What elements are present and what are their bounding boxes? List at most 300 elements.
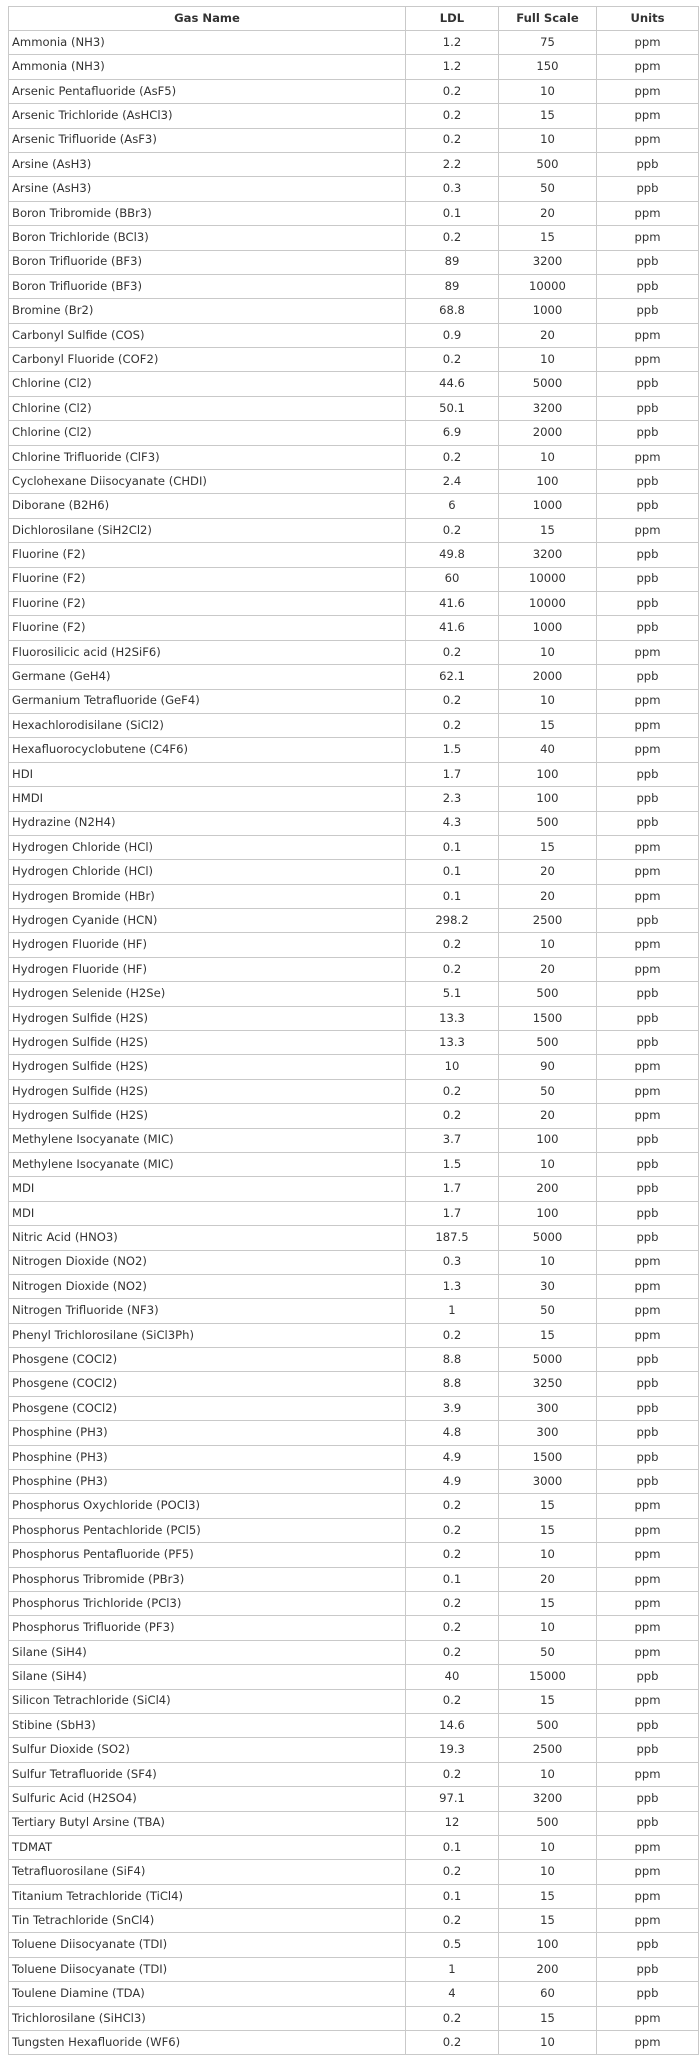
table-row [9, 1006, 699, 1030]
cell-units: ppm [597, 31, 699, 55]
cell-gas-name: Phosphorus Tribromide (PBr3) [9, 1567, 406, 1591]
cell-ldl: 14.6 [406, 1713, 499, 1737]
header-row [9, 7, 699, 31]
cell-units: ppm [597, 835, 699, 859]
cell-units: ppb [597, 591, 699, 615]
cell-units: ppb [597, 1445, 699, 1469]
cell-gas-name: Fluorosilicic acid (H2SiF6) [9, 640, 406, 664]
table-row [9, 1762, 699, 1786]
cell-units: ppb [597, 396, 699, 420]
cell-gas-name: Carbonyl Sulfide (COS) [9, 323, 406, 347]
table-row [9, 250, 699, 274]
table-row [9, 2031, 699, 2055]
cell-units: ppb [597, 1348, 699, 1372]
table-row [9, 933, 699, 957]
cell-full-scale: 10 [499, 1860, 597, 1884]
cell-units: ppb [597, 1982, 699, 2006]
table-row [9, 835, 699, 859]
table-row [9, 470, 699, 494]
cell-ldl: 0.3 [406, 177, 499, 201]
table-row [9, 31, 699, 55]
cell-ldl: 41.6 [406, 591, 499, 615]
cell-gas-name: Boron Trifluoride (BF3) [9, 274, 406, 298]
table-row [9, 1323, 699, 1347]
cell-ldl: 4.3 [406, 811, 499, 835]
cell-gas-name: Nitrogen Trifluoride (NF3) [9, 1299, 406, 1323]
cell-gas-name: Arsine (AsH3) [9, 177, 406, 201]
cell-ldl: 0.2 [406, 226, 499, 250]
table-row [9, 323, 699, 347]
cell-full-scale: 10 [499, 640, 597, 664]
cell-units: ppm [597, 518, 699, 542]
cell-units: ppb [597, 1421, 699, 1445]
table-row [9, 567, 699, 591]
cell-units: ppm [597, 323, 699, 347]
table-row [9, 1104, 699, 1128]
cell-full-scale: 2500 [499, 909, 597, 933]
cell-gas-name: Hexachlorodisilane (SiCl2) [9, 713, 406, 737]
cell-gas-name: Phosphorus Pentachloride (PCl5) [9, 1518, 406, 1542]
cell-ldl: 4.9 [406, 1445, 499, 1469]
cell-ldl: 4.8 [406, 1421, 499, 1445]
cell-full-scale: 10 [499, 933, 597, 957]
cell-units: ppb [597, 1031, 699, 1055]
cell-gas-name: TDMAT [9, 1835, 406, 1859]
cell-full-scale: 200 [499, 1957, 597, 1981]
cell-ldl: 0.2 [406, 1518, 499, 1542]
cell-ldl: 0.2 [406, 2006, 499, 2030]
cell-full-scale: 15 [499, 1323, 597, 1347]
cell-full-scale: 100 [499, 1201, 597, 1225]
cell-ldl: 1.7 [406, 762, 499, 786]
table-row [9, 1470, 699, 1494]
cell-units: ppm [597, 884, 699, 908]
cell-units: ppm [597, 957, 699, 981]
cell-units: ppm [597, 713, 699, 737]
cell-gas-name: Arsine (AsH3) [9, 152, 406, 176]
table-row [9, 299, 699, 323]
cell-units: ppb [597, 152, 699, 176]
cell-gas-name: Chlorine (Cl2) [9, 372, 406, 396]
cell-units: ppm [597, 1567, 699, 1591]
table-row [9, 1274, 699, 1298]
cell-ldl: 0.2 [406, 104, 499, 128]
cell-full-scale: 1000 [499, 616, 597, 640]
cell-units: ppb [597, 762, 699, 786]
cell-units: ppm [597, 1640, 699, 1664]
cell-gas-name: MDI [9, 1177, 406, 1201]
table-row [9, 1933, 699, 1957]
cell-units: ppb [597, 1006, 699, 1030]
table-row [9, 177, 699, 201]
cell-full-scale: 50 [499, 1640, 597, 1664]
cell-gas-name: Methylene Isocyanate (MIC) [9, 1152, 406, 1176]
cell-units: ppb [597, 1665, 699, 1689]
cell-gas-name: Carbonyl Fluoride (COF2) [9, 348, 406, 372]
cell-full-scale: 10 [499, 348, 597, 372]
table-row [9, 762, 699, 786]
cell-ldl: 0.2 [406, 713, 499, 737]
table-row [9, 957, 699, 981]
cell-full-scale: 20 [499, 1567, 597, 1591]
cell-units: ppm [597, 1055, 699, 1079]
cell-units: ppm [597, 1518, 699, 1542]
cell-ldl: 97.1 [406, 1787, 499, 1811]
cell-units: ppm [597, 1592, 699, 1616]
table-row [9, 1860, 699, 1884]
cell-full-scale: 15 [499, 1884, 597, 1908]
cell-full-scale: 300 [499, 1421, 597, 1445]
table-row [9, 884, 699, 908]
table-row [9, 1494, 699, 1518]
cell-full-scale: 15 [499, 2006, 597, 2030]
cell-ldl: 0.2 [406, 933, 499, 957]
cell-full-scale: 15 [499, 104, 597, 128]
cell-ldl: 2.2 [406, 152, 499, 176]
cell-units: ppb [597, 1226, 699, 1250]
cell-gas-name: Toluene Diisocyanate (TDI) [9, 1957, 406, 1981]
cell-gas-name: HMDI [9, 787, 406, 811]
cell-full-scale: 15 [499, 226, 597, 250]
cell-full-scale: 50 [499, 1299, 597, 1323]
cell-ldl: 41.6 [406, 616, 499, 640]
cell-ldl: 4 [406, 1982, 499, 2006]
cell-units: ppm [597, 933, 699, 957]
cell-units: ppm [597, 1835, 699, 1859]
cell-full-scale: 10000 [499, 274, 597, 298]
cell-ldl: 3.7 [406, 1128, 499, 1152]
table-row [9, 274, 699, 298]
table-row [9, 738, 699, 762]
cell-gas-name: Chlorine Trifluoride (ClF3) [9, 445, 406, 469]
cell-full-scale: 15 [499, 1592, 597, 1616]
header-full-scale: Full Scale [499, 7, 597, 31]
cell-units: ppm [597, 1689, 699, 1713]
cell-gas-name: Tetrafluorosilane (SiF4) [9, 1860, 406, 1884]
cell-full-scale: 3000 [499, 1470, 597, 1494]
table-header [9, 7, 699, 31]
cell-full-scale: 20 [499, 323, 597, 347]
cell-units: ppb [597, 1152, 699, 1176]
table-row [9, 1421, 699, 1445]
cell-gas-name: Toluene Diisocyanate (TDI) [9, 1933, 406, 1957]
cell-gas-name: Hydrogen Chloride (HCl) [9, 835, 406, 859]
cell-full-scale: 200 [499, 1177, 597, 1201]
cell-full-scale: 10 [499, 1835, 597, 1859]
cell-full-scale: 40 [499, 738, 597, 762]
cell-full-scale: 5000 [499, 1348, 597, 1372]
table-row [9, 226, 699, 250]
cell-ldl: 0.2 [406, 1860, 499, 1884]
cell-full-scale: 20 [499, 884, 597, 908]
cell-gas-name: Germanium Tetrafluoride (GeF4) [9, 689, 406, 713]
cell-units: ppb [597, 982, 699, 1006]
cell-full-scale: 500 [499, 982, 597, 1006]
cell-units: ppb [597, 1470, 699, 1494]
cell-ldl: 0.2 [406, 1104, 499, 1128]
table-row [9, 396, 699, 420]
cell-gas-name: Hydrogen Bromide (HBr) [9, 884, 406, 908]
table-row [9, 591, 699, 615]
table-row [9, 860, 699, 884]
cell-units: ppb [597, 616, 699, 640]
cell-full-scale: 3200 [499, 543, 597, 567]
table-row [9, 421, 699, 445]
cell-full-scale: 100 [499, 1933, 597, 1957]
cell-ldl: 4.9 [406, 1470, 499, 1494]
table-row [9, 372, 699, 396]
cell-ldl: 40 [406, 1665, 499, 1689]
cell-gas-name: Arsenic Trichloride (AsHCl3) [9, 104, 406, 128]
cell-full-scale: 1000 [499, 299, 597, 323]
cell-gas-name: Hydrogen Chloride (HCl) [9, 860, 406, 884]
table-row [9, 128, 699, 152]
cell-ldl: 1.3 [406, 1274, 499, 1298]
cell-ldl: 0.2 [406, 1079, 499, 1103]
cell-gas-name: Phosphorus Trichloride (PCl3) [9, 1592, 406, 1616]
cell-units: ppm [597, 860, 699, 884]
cell-full-scale: 10 [499, 445, 597, 469]
cell-units: ppm [597, 1616, 699, 1640]
cell-gas-name: Bromine (Br2) [9, 299, 406, 323]
cell-ldl: 0.1 [406, 884, 499, 908]
cell-full-scale: 10000 [499, 591, 597, 615]
cell-units: ppb [597, 1177, 699, 1201]
cell-full-scale: 60 [499, 1982, 597, 2006]
table-row [9, 1079, 699, 1103]
cell-ldl: 1.2 [406, 31, 499, 55]
cell-full-scale: 10 [499, 1543, 597, 1567]
table-row [9, 982, 699, 1006]
cell-full-scale: 1500 [499, 1006, 597, 1030]
table-row [9, 55, 699, 79]
cell-full-scale: 2500 [499, 1738, 597, 1762]
table-row [9, 1445, 699, 1469]
cell-gas-name: MDI [9, 1201, 406, 1225]
cell-gas-name: Hydrazine (N2H4) [9, 811, 406, 835]
cell-units: ppm [597, 738, 699, 762]
cell-ldl: 1.5 [406, 738, 499, 762]
table-row [9, 494, 699, 518]
cell-gas-name: Boron Trifluoride (BF3) [9, 250, 406, 274]
cell-full-scale: 10000 [499, 567, 597, 591]
cell-gas-name: Hydrogen Selenide (H2Se) [9, 982, 406, 1006]
cell-units: ppm [597, 226, 699, 250]
cell-ldl: 13.3 [406, 1006, 499, 1030]
cell-units: ppb [597, 543, 699, 567]
cell-gas-name: Phosphine (PH3) [9, 1421, 406, 1445]
cell-full-scale: 15 [499, 713, 597, 737]
cell-units: ppb [597, 470, 699, 494]
cell-ldl: 68.8 [406, 299, 499, 323]
cell-ldl: 2.3 [406, 787, 499, 811]
cell-ldl: 2.4 [406, 470, 499, 494]
cell-gas-name: Sulfur Dioxide (SO2) [9, 1738, 406, 1762]
cell-gas-name: Trichlorosilane (SiHCl3) [9, 2006, 406, 2030]
cell-gas-name: Toulene Diamine (TDA) [9, 1982, 406, 2006]
cell-units: ppb [597, 299, 699, 323]
cell-gas-name: Phosgene (COCl2) [9, 1372, 406, 1396]
cell-ldl: 0.5 [406, 1933, 499, 1957]
cell-ldl: 5.1 [406, 982, 499, 1006]
cell-units: ppm [597, 1079, 699, 1103]
cell-ldl: 1.7 [406, 1177, 499, 1201]
cell-ldl: 0.2 [406, 1616, 499, 1640]
cell-ldl: 13.3 [406, 1031, 499, 1055]
cell-ldl: 0.1 [406, 860, 499, 884]
cell-units: ppm [597, 1104, 699, 1128]
cell-gas-name: Silane (SiH4) [9, 1640, 406, 1664]
cell-units: ppb [597, 1372, 699, 1396]
table-row [9, 1738, 699, 1762]
cell-full-scale: 5000 [499, 372, 597, 396]
table-body [9, 31, 699, 2055]
table-row [9, 518, 699, 542]
cell-gas-name: Hydrogen Sulfide (H2S) [9, 1031, 406, 1055]
cell-gas-name: Phosphorus Oxychloride (POCl3) [9, 1494, 406, 1518]
cell-units: ppb [597, 421, 699, 445]
cell-ldl: 0.2 [406, 957, 499, 981]
cell-gas-name: Diborane (B2H6) [9, 494, 406, 518]
cell-ldl: 89 [406, 250, 499, 274]
cell-units: ppm [597, 55, 699, 79]
cell-ldl: 44.6 [406, 372, 499, 396]
cell-full-scale: 50 [499, 177, 597, 201]
cell-ldl: 10 [406, 1055, 499, 1079]
table-row [9, 1640, 699, 1664]
cell-gas-name: Methylene Isocyanate (MIC) [9, 1128, 406, 1152]
table-row [9, 1957, 699, 1981]
cell-gas-name: Fluorine (F2) [9, 543, 406, 567]
cell-units: ppb [597, 274, 699, 298]
cell-full-scale: 100 [499, 787, 597, 811]
cell-ldl: 0.2 [406, 348, 499, 372]
cell-gas-name: Hydrogen Sulfide (H2S) [9, 1079, 406, 1103]
cell-gas-name: Phenyl Trichlorosilane (SiCl3Ph) [9, 1323, 406, 1347]
cell-units: ppm [597, 1884, 699, 1908]
cell-gas-name: Germane (GeH4) [9, 665, 406, 689]
cell-gas-name: Tertiary Butyl Arsine (TBA) [9, 1811, 406, 1835]
table-row [9, 1031, 699, 1055]
table-row [9, 1226, 699, 1250]
table-row [9, 1665, 699, 1689]
cell-gas-name: Nitrogen Dioxide (NO2) [9, 1250, 406, 1274]
cell-gas-name: Phosgene (COCl2) [9, 1348, 406, 1372]
cell-full-scale: 10 [499, 1250, 597, 1274]
cell-full-scale: 150 [499, 55, 597, 79]
table-row [9, 1250, 699, 1274]
cell-full-scale: 15 [499, 1518, 597, 1542]
cell-units: ppm [597, 445, 699, 469]
cell-full-scale: 10 [499, 1616, 597, 1640]
table-row [9, 787, 699, 811]
cell-full-scale: 100 [499, 1128, 597, 1152]
cell-gas-name: Phosphine (PH3) [9, 1445, 406, 1469]
cell-full-scale: 1000 [499, 494, 597, 518]
cell-ldl: 6.9 [406, 421, 499, 445]
table-row [9, 1152, 699, 1176]
cell-units: ppm [597, 689, 699, 713]
cell-full-scale: 3200 [499, 1787, 597, 1811]
cell-ldl: 0.2 [406, 445, 499, 469]
table-row [9, 1835, 699, 1859]
cell-full-scale: 100 [499, 762, 597, 786]
table-row [9, 1689, 699, 1713]
cell-gas-name: Titanium Tetrachloride (TiCl4) [9, 1884, 406, 1908]
cell-ldl: 0.2 [406, 1494, 499, 1518]
cell-full-scale: 500 [499, 1031, 597, 1055]
cell-units: ppm [597, 348, 699, 372]
table-row [9, 713, 699, 737]
cell-ldl: 0.2 [406, 518, 499, 542]
cell-full-scale: 500 [499, 1713, 597, 1737]
cell-full-scale: 15000 [499, 1665, 597, 1689]
table-row [9, 152, 699, 176]
table-row [9, 1372, 699, 1396]
header-ldl: LDL [406, 7, 499, 31]
cell-ldl: 6 [406, 494, 499, 518]
cell-full-scale: 10 [499, 1152, 597, 1176]
cell-ldl: 1.5 [406, 1152, 499, 1176]
cell-gas-name: Sulfur Tetrafluoride (SF4) [9, 1762, 406, 1786]
cell-ldl: 8.8 [406, 1348, 499, 1372]
cell-full-scale: 20 [499, 1104, 597, 1128]
table-row [9, 543, 699, 567]
table-row [9, 1884, 699, 1908]
cell-full-scale: 15 [499, 835, 597, 859]
cell-ldl: 12 [406, 1811, 499, 1835]
cell-gas-name: Silane (SiH4) [9, 1665, 406, 1689]
cell-gas-name: Tungsten Hexafluoride (WF6) [9, 2031, 406, 2055]
cell-gas-name: Hydrogen Sulfide (H2S) [9, 1104, 406, 1128]
cell-units: ppm [597, 1909, 699, 1933]
cell-gas-name: Cyclohexane Diisocyanate (CHDI) [9, 470, 406, 494]
cell-full-scale: 90 [499, 1055, 597, 1079]
cell-ldl: 0.2 [406, 1543, 499, 1567]
cell-ldl: 60 [406, 567, 499, 591]
cell-gas-name: Phosphorus Trifluoride (PF3) [9, 1616, 406, 1640]
cell-ldl: 0.2 [406, 79, 499, 103]
table-row [9, 640, 699, 664]
table-row [9, 1128, 699, 1152]
cell-ldl: 0.2 [406, 689, 499, 713]
cell-units: ppm [597, 1274, 699, 1298]
cell-units: ppb [597, 787, 699, 811]
cell-units: ppb [597, 811, 699, 835]
cell-ldl: 62.1 [406, 665, 499, 689]
cell-ldl: 0.2 [406, 1592, 499, 1616]
cell-units: ppm [597, 640, 699, 664]
cell-units: ppm [597, 201, 699, 225]
cell-units: ppm [597, 1494, 699, 1518]
table-row [9, 1592, 699, 1616]
cell-gas-name: Hydrogen Fluoride (HF) [9, 957, 406, 981]
cell-full-scale: 15 [499, 1909, 597, 1933]
cell-ldl: 0.1 [406, 1835, 499, 1859]
table-row [9, 1518, 699, 1542]
cell-ldl: 8.8 [406, 1372, 499, 1396]
cell-full-scale: 2000 [499, 665, 597, 689]
cell-units: ppb [597, 1787, 699, 1811]
table-row [9, 445, 699, 469]
cell-full-scale: 10 [499, 689, 597, 713]
cell-gas-name: Hydrogen Fluoride (HF) [9, 933, 406, 957]
cell-units: ppb [597, 567, 699, 591]
cell-full-scale: 5000 [499, 1226, 597, 1250]
table-row [9, 2006, 699, 2030]
cell-full-scale: 2000 [499, 421, 597, 445]
table-row [9, 201, 699, 225]
